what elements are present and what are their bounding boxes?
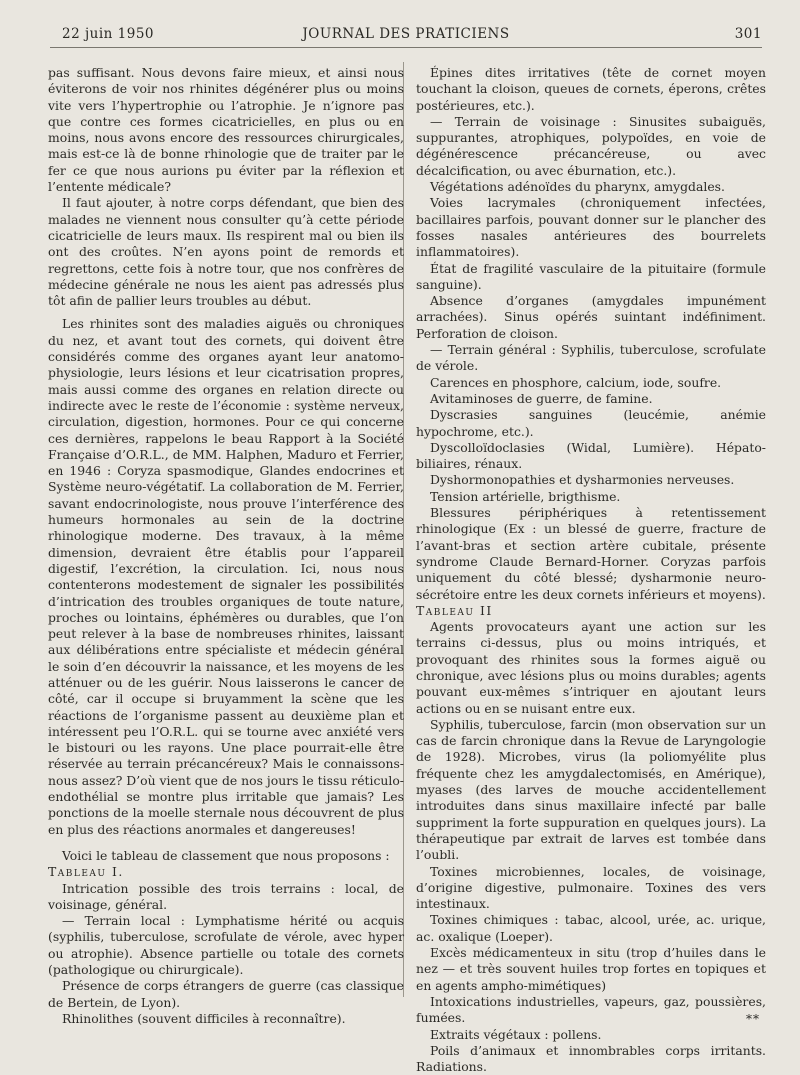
- paragraph: Tension artérielle, brigthisme.: [430, 488, 621, 504]
- paragraph: Intoxications industrielles, vapeurs, gaz, poussières, fumées.: [416, 993, 766, 1026]
- paragraph: État de fragilité vasculaire de la pituitaire (formule sanguine).: [416, 260, 766, 292]
- paragraph: Intrication possible des trois terrains : local, de voisinage, général.: [48, 880, 404, 912]
- paragraph: Agents provocateurs ayant une action sur les terrains ci-dessus, plus ou moins intriqués, et provoquant des rhinites sous la formes aiguë ou chronique, avec lésions plus ou moins durables; agents pouvant eux-mêmes s’intriquer en ajoutant leurs actions ou en se nuisant entre eux.: [416, 619, 766, 716]
- paragraph: Toxines chimiques : tabac, alcool, urée, ac. urique, ac. oxalique (Loeper).: [416, 912, 766, 944]
- paragraph: Excès médicamenteux in situ (trop d’huiles dans le nez — et très souvent huiles trop fortes en topiques et en agents ampho-mimétiques): [416, 945, 766, 993]
- page-header: [50, 24, 762, 46]
- paragraph: Avitaminoses de guerre, de famine.: [430, 390, 653, 406]
- paragraph: Il faut ajouter, à notre corps défendant, que bien des malades ne viennent nous consulter qu’à cette période cicatricielle de leurs maux. Ils respirent mal ou bien ils ont des croûtes. N’en ayons point de remords et regrettons, cette fois à notre tour, que nos confrères de médecine générale ne nous les aient pas adressés plus tôt afin de pallier leurs troubles au début.: [48, 195, 404, 309]
- right-column: [416, 65, 766, 1075]
- paragraph: Présence de corps étrangers de guerre (cas classique de Bertein, de Lyon).: [48, 978, 404, 1010]
- paragraph: Voies lacrymales (chroniquement infectées, bacillaires parfois, pouvant donner sur le plancher des fosses nasales antérieures des bourrelets inflammatoires).: [416, 195, 766, 260]
- paragraph: — Terrain local : Lymphatisme hérité ou acquis (syphilis, tuberculose, scrofulate de vérole, avec hyper ou atrophie). Absence partielle ou totale des cornets (pathologique ou chirurgicale).: [48, 913, 404, 978]
- table-heading: Tableau I.: [48, 864, 124, 880]
- paragraph: Toxines microbiennes, locales, de voisinage, d’origine digestive, pulmonaire. Toxines des vers intestinaux.: [416, 863, 766, 912]
- header-rule: [50, 47, 762, 48]
- journal-title: JOURNAL DES PRATICIENS: [302, 26, 510, 42]
- paragraph: Poils d’animaux et innombrables corps irritants. Radiations.: [416, 1042, 766, 1075]
- paragraph: — Terrain de voisinage : Sinusites subaiguës, suppurantes, atrophiques, polypoïdes, en voie de dégénérescence précancéreuse, ou avec décalcification, ou avec éburnation, etc.).: [416, 113, 766, 178]
- paragraph: Carences en phosphore, calcium, iode, soufre.: [430, 374, 722, 390]
- paragraph: Les rhinites sont des maladies aiguës ou chroniques du nez, et avant tout des cornets, qui doivent être considérés comme des organes ayant leur anatomo-physiologie, leurs lésions et leur cicatrisation propres, mais aussi comme des organes en relation directe ou indirecte avec le reste de l’économie : système nerveux, circulation, digestion, hormones. Pour ce qui concerne ces dernières, rappelons le beau Rapport à la Société Française d’O.R.L., de MM. Halphen, Maduro et Ferrier, en 1946 : Coryza spasmodique, Glandes endocrines et Système neuro-végétatif. La collaboration de M. Ferrier, savant endocrinologiste, nous prouve l’interférence des humeurs hormonales au sein de la doctrine rhinologique moderne. Des travaux, à la même dimension, devraient être établis pour l’appareil digestif, l’excrétion, la circulation. Ici, nous nous contenterons modestement de signaler les possibilités d’intrication des troubles organiques de toute nature, proches ou lointains, éphémères ou durables, que l’on peut relever à la base de nombreuses rhinites, laissant aux délibérations entre spécialiste et médecin général le soin d’en découvrir la naissance, et les moyens de les atténuer ou de les guérir. Nous laisserons le cancer de côté, car il occupe si bruyamment la scène que les réactions de l’organisme passent au deuxième plan et intéressent peu l’O.R.L. qui se tourne avec anxiété vers le bistouri ou les rayons. Une place pourrait-elle être réservée au terrain précancéreux? Mais le connaissons-nous assez? D’où vient que de nos jours le tissu réticulo-endothélial se montre plus irritable que jamais? Les ponctions de la moelle sternale nous découvrent de plus en plus des réactions anormales et dangereuses!: [48, 316, 404, 837]
- paragraph: Extraits végétaux : pollens.: [430, 1026, 602, 1042]
- issue-date: 22 juin 1950: [62, 26, 155, 42]
- paragraph: Dyshormonopathies et dysharmonies nerveuses.: [430, 472, 735, 488]
- page-number: 301: [734, 26, 762, 42]
- paragraph: Voici le tableau de classement que nous proposons :: [62, 847, 390, 863]
- paragraph: Blessures périphériques à retentissement rhinologique (Ex : un blessé de guerre, fracture de l’avant-bras et section artère cubitale, présente syndrome Claude Bernard-Horner. Coryzas parfois uniquement du côté blessé; dysharmonie neuro-sécrétoire entre les deux cornets inférieurs et moyens).: [416, 505, 766, 602]
- paragraph: — Terrain général : Syphilis, tuberculose, scrofulate de vérole.: [416, 342, 766, 374]
- left-column: [48, 65, 404, 1027]
- paragraph: Épines dites irritatives (tête de cornet moyen touchant la cloison, queues de cornets, éperons, crêtes postérieures, etc.).: [416, 65, 766, 113]
- paragraph: Rhinolithes (souvent difficiles à reconnaître).: [62, 1010, 346, 1026]
- paragraph: Végétations adénoïdes du pharynx, amygdales.: [430, 179, 725, 195]
- table-heading: Tableau II: [416, 602, 493, 618]
- paragraph: Absence d’organes (amygdales impunément arrachées). Sinus opérés suintant indéfiniment. Perforation de cloison.: [416, 293, 766, 341]
- paragraph: Dyscolloïdoclasies (Widal, Lumière). Hépato-biliaires, rénaux.: [416, 439, 766, 472]
- paragraph: Dyscrasies sanguines (leucémie, anémie hypochrome, etc.).: [416, 407, 766, 439]
- paragraph: pas suffisant. Nous devons faire mieux, et ainsi nous éviterons de voir nos rhinites dégénérer plus ou moins vite vers l’hypertrophie ou l’atrophie. Je n’ignore pas que contre ces formes cicatricielles, en plus ou en moins, nous avons encore des ressources chirurgicales, mais est-ce là de bonne rhinologie que de traiter par le fer ce que nous aurions pu éviter par la réflexion et l’entente médicale?: [48, 65, 404, 195]
- footer-mark: **: [746, 1012, 760, 1026]
- paragraph: Syphilis, tuberculose, farcin (mon observation sur un cas de farcin chronique dans la Revue de Laryngologie de 1928). Microbes, virus (la poliomyélite plus fréquente chez les amygdalectomisés, en Amérique), myases (des larves de mouche accidentellement introduites dans sinus maxillaire infecté par balle suppriment la forte suppuration en quelques jours). La thérapeutique par extrait de larves est tombée dans l’oubli.: [416, 716, 766, 863]
